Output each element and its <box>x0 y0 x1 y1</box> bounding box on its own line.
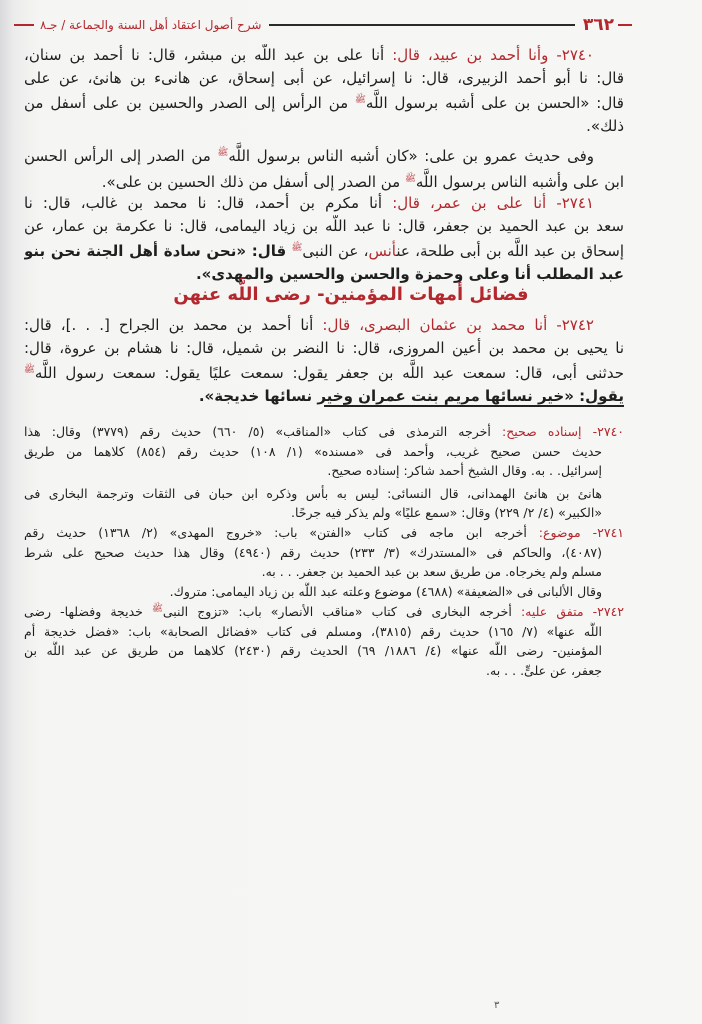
footnote-line: مسلم ولم يخرجاه. من طريق سعد بن عبد الحميد بن جعفر. . . به. <box>261 564 602 579</box>
hadith-2741 <box>24 192 624 285</box>
footnote-line: (٤٠٨٧)، والحاكم فى «المستدرك» (٣/ ٢٣٣) حديث رقم (٤٩٤٠) وقال هذا حديث صحيح على شرط <box>24 544 603 560</box>
note-line <box>24 142 624 168</box>
amr-note <box>24 142 624 193</box>
header-dash <box>618 24 632 26</box>
salawat-icon: ﷺ <box>405 173 416 184</box>
hadith-text: أنا مكرم بن أحمد، قال: نا محمد بن غالب، قال: نا <box>24 194 383 212</box>
note-text: ابن على وأشبه الناس برسول اللَّه <box>415 172 624 191</box>
salawat-icon: ﷺ <box>217 148 229 158</box>
hadith-line <box>24 89 624 115</box>
printer-signature-mark: ٣ <box>494 1000 500 1011</box>
hadith-number-label: ٢٧٤٢- أنا محمد بن عثمان البصرى، قال: <box>322 316 594 334</box>
running-header <box>14 14 632 36</box>
footnote-line: جعفر، عن علىٍّ. . . به. <box>486 662 602 678</box>
hadith-line <box>24 44 624 67</box>
footnote-line <box>24 523 624 543</box>
footnote-label: ٢٧٤٠- إسناده صحيح: <box>501 424 624 439</box>
footnote-line <box>24 422 624 442</box>
section-title: فضائل أمهات المؤمنين- رضى اللَّه عنهن <box>173 284 529 305</box>
hadith-line <box>24 314 624 337</box>
header-rule <box>269 24 574 26</box>
hadith-line: قال: نا أبو أحمد الزبيرى، قال: نا إسرائيل، عن أبى إسحاق، عن هانىء بن هانئ، عن على <box>24 68 624 87</box>
footnote-text: أخرجه الترمذى فى كتاب «المناقب» (٥/ ٦٦٠) حديث رقم (٣٧٧٩) وقال: هذا <box>24 424 491 439</box>
header-dash <box>14 24 34 26</box>
hadith-number-label: ٢٧٤١- أنا على بن عمر، قال: <box>392 194 594 212</box>
footnote-line <box>24 600 624 622</box>
hadith-2740 <box>24 44 624 137</box>
footnote-line: إسرائيل. . به. وقال الشيخ أحمد شاكر: إسناده صحيح. <box>327 463 602 478</box>
hadith-matn: عبد المطلب أنا وعلى وحمزة والحسن والحسين والمهدى». <box>195 264 624 283</box>
hadith-line: ذلك». <box>586 116 624 135</box>
footnote-label: ٢٧٤١- موضوع: <box>538 525 624 540</box>
hadith-line <box>24 237 624 263</box>
hadith-line: نا يحيى بن محمد بن أعين المروزى، قال: نا النضر بن شميل، قال: نا هشام بن عروة، قال: <box>24 338 624 357</box>
hadith-text: ، عن النبى <box>302 242 369 260</box>
note-text: وفى حديث عمرو بن على: «كان أشبه الناس برسول اللَّه <box>228 147 594 165</box>
footnote-2741 <box>24 523 624 601</box>
hadith-text: أنا على بن عبد اللَّه بن مبشر، قال: نا أحمد بن سنان، <box>24 46 385 64</box>
page-number: ٣٦٢ <box>582 15 614 35</box>
hadith-number-label: ٢٧٤٠- وأنا أحمد بن عبيد، قال: <box>392 46 594 64</box>
note-text: من الصدر إلى أسفل من ذلك الحسين بن على». <box>101 172 401 191</box>
footnote-text: أخرجه البخارى فى كتاب «مناقب الأنصار» باب: «تزوج النبى <box>162 604 512 620</box>
salawat-icon: ﷺ <box>151 604 163 614</box>
hadith-line <box>24 192 624 215</box>
hadith-2742 <box>24 314 624 407</box>
footnote-2742 <box>24 600 624 680</box>
footnote-label: ٢٧٤٢- متفق عليه: <box>520 604 624 620</box>
footnote-line: اللَّه عنها» (٧/ ١٦٥) حديث رقم (٣٨١٥)، ومسلم فى كتاب «فضائل الصحابة» باب: «فضل خديجة أم <box>24 623 602 639</box>
hadith-text: إسحاق بن عبد اللَّه بن أبى طلحة، عن <box>396 242 624 260</box>
hadith-text: قال: «الحسن بن على أشبه برسول اللَّه <box>365 94 624 112</box>
book-title: شرح أصول اعتقاد أهل السنة والجماعة / جـ٨ <box>40 18 262 32</box>
hadith-text: حدثنى أبى، قال: سمعت عبد اللَّه بن جعفر يقول: سمعت عليًا يقول: سمعت رسول اللَّه <box>34 364 624 382</box>
note-text: من الصدر إلى الرأس الحسن <box>24 147 211 165</box>
hadith-matn: يقول: «خير نسائها مريم بنت عمران وخير نسائها خديجة». <box>198 386 624 405</box>
hadith-text: من الرأس إلى الصدر والحسين بن على أسفل من <box>24 94 349 112</box>
hadith-line <box>24 359 624 385</box>
hadith-line: سعد بن عبد الحميد بن جعفر، قال: نا عبد اللَّه بن زياد اليمامى، قال: نا عكرمة بن عمار، عن <box>24 216 624 235</box>
footnote-2740 <box>24 422 624 523</box>
footnote-line: حديث حسن صحيح غريب، وأحمد فى «مسنده» (١/ ١٠٨) حديث رقم (٨٥٤) كلاهما من طريق <box>24 443 602 459</box>
footnote-text: خديجة وفضلها- رضى <box>24 604 143 620</box>
salawat-icon: ﷺ <box>24 365 35 375</box>
note-line <box>24 168 624 194</box>
footnote-line: المؤمنين- رضى اللَّه عنها» (٤/ ١٨٨٦/ ٦٩) الحديث رقم (٢٤٣٠) كلاهما من طريق عن عبد اللَّه بن <box>24 643 603 659</box>
hadith-text: أنا أحمد بن محمد بن الجراح [. . .]، قال: <box>24 316 314 334</box>
salawat-icon: ﷺ <box>355 95 366 105</box>
footnote-line: هانئ بن هانئ الهمدانى، قال النسائى: ليس به بأس وذكره ابن حبان فى الثقات وترجمة البخارى فى <box>24 485 602 501</box>
footnote-divider <box>324 405 624 407</box>
footnote-text: أخرجه ابن ماجه فى كتاب «الفتن» باب: «خروج المهدى» (٢/ ١٣٦٨) حديث رقم <box>24 525 527 540</box>
footnote-line: «الكبير» (٤/ ٢/ ٢٢٩) وقال: «سمع عليًا» ولم يذكر فيه جرحًا. <box>290 505 602 520</box>
hadith-matn: قال: «نحن سادة أهل الجنة نحن بنو <box>24 242 287 260</box>
salawat-icon: ﷺ <box>291 243 303 253</box>
footnote-line: وقال الألبانى فى «الضعيفة» (٤٦٨٨) موضوع وعلته عبد اللَّه بن زياد اليمامى: متروك. <box>169 583 602 599</box>
narrator-name: أنس <box>368 242 397 260</box>
